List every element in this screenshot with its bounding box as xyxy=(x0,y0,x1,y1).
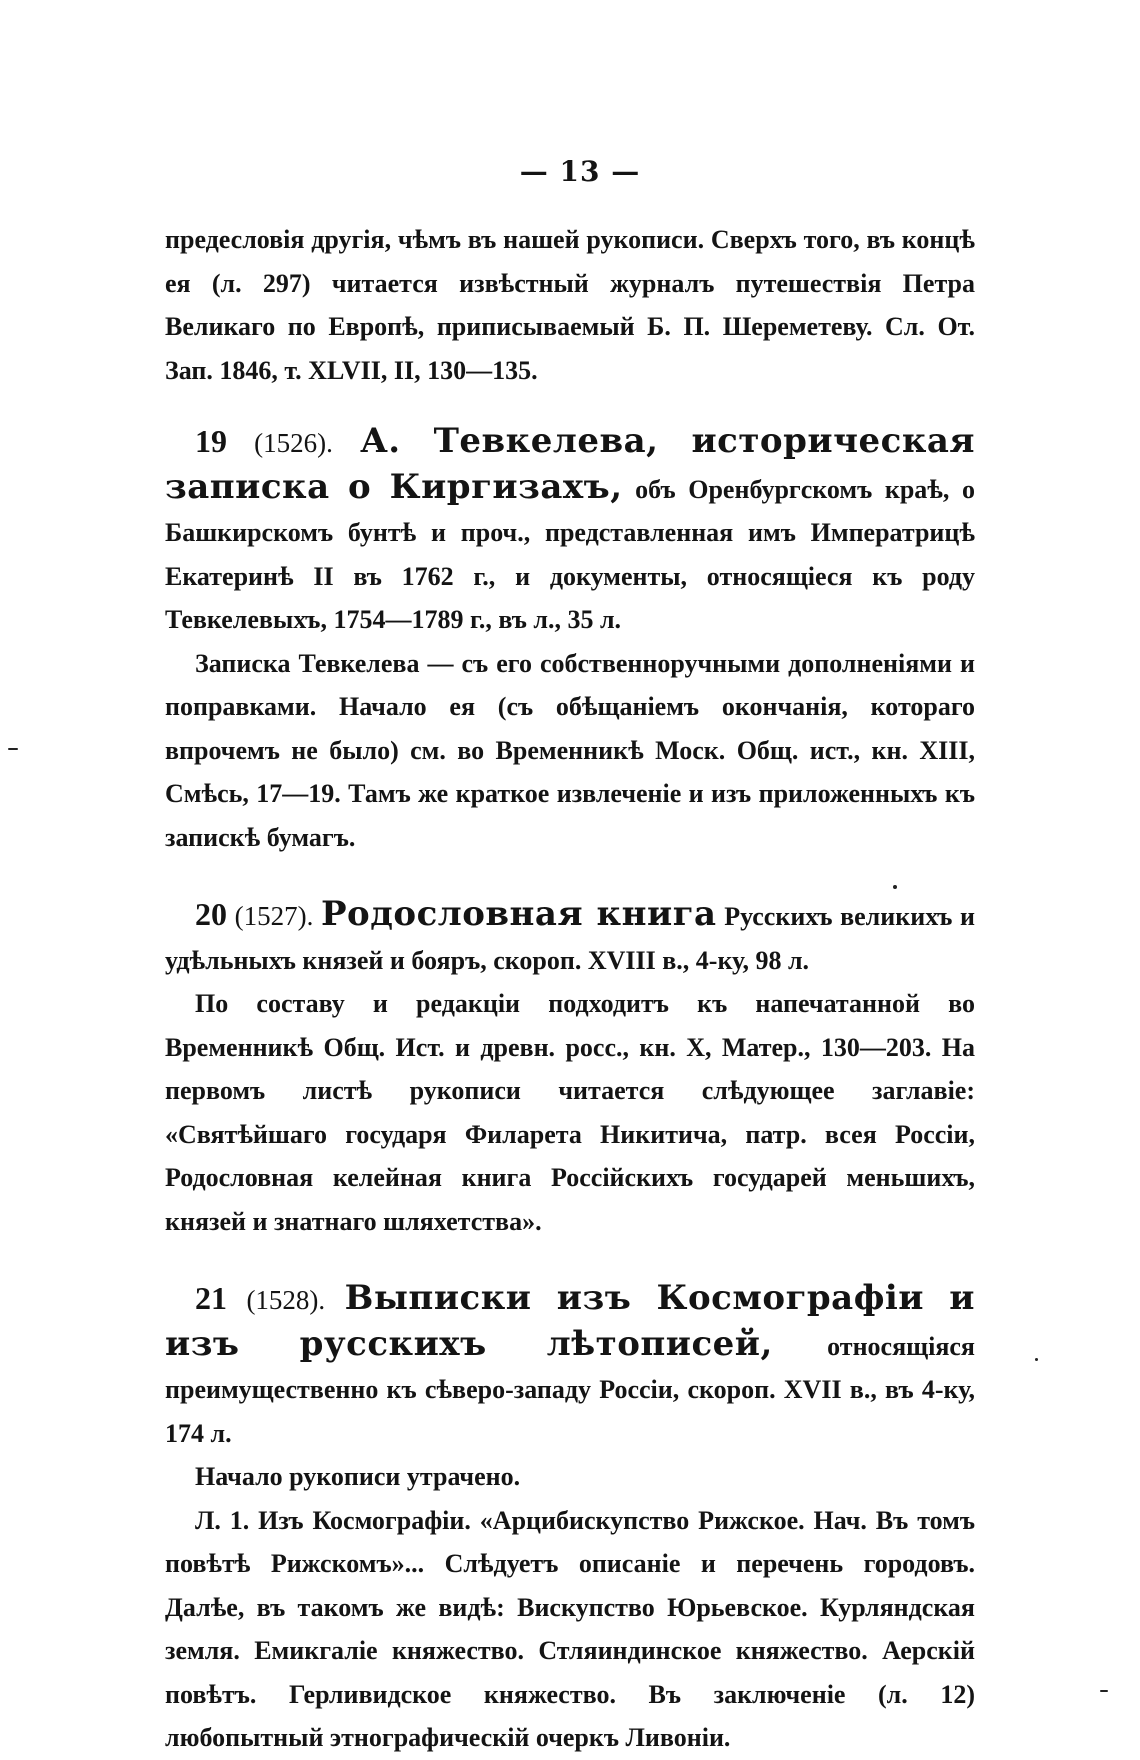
page-number: — 13 — xyxy=(519,155,641,188)
entry-description: объ Оренбургскомъ краѣ, о Башкирскомъ бунтѣ и проч., представленная имъ Императрицѣ Екатеринѣ II въ 1762 г., и документы, относящіеся къ роду Тевкелевыхъ, 1754—1789 г., въ л., 35 л. xyxy=(165,474,975,634)
document-page xyxy=(165,155,975,1760)
entry-heading xyxy=(165,420,975,642)
entry-code: (1528). xyxy=(246,1285,326,1315)
scan-speck xyxy=(1035,1358,1038,1361)
entry-note: По составу и редакціи подходитъ къ напечатанной во Временникѣ Общ. Ист. и древн. росс., кн. X, Матер., 130—203. На первомъ листѣ рукописи читается слѣдующее заглавіе: «Святѣйшаго государя Филарета Никитича, патр. всея Россіи, Родословная келейная книга Россійскихъ государей меньшихъ, князей и знатнаго шляхетства». xyxy=(165,989,975,1236)
entry-description: Русскихъ великихъ и удѣльныхъ князей и бояръ, скороп. XVIII в., 4-ку, 98 л. xyxy=(165,902,975,975)
entry-number: 20 xyxy=(195,896,227,932)
entry-heading xyxy=(165,893,975,982)
scan-speck xyxy=(8,748,18,750)
scan-speck xyxy=(1100,1690,1108,1692)
entry-title: Выписки изъ Космографіи и изъ русскихъ лѣтописей, xyxy=(165,1278,975,1364)
catalog-entry-19 xyxy=(165,420,975,859)
entry-heading xyxy=(165,1277,975,1455)
catalog-entry-20 xyxy=(165,893,975,1243)
scan-speck xyxy=(893,885,897,889)
entry-number: 19 xyxy=(195,423,227,459)
entry-description: относящіяся преимущественно къ сѣверо-западу Россіи, скороп. XVII в., въ 4-ку, 174 л. xyxy=(165,1331,976,1448)
entry-number: 21 xyxy=(195,1280,227,1316)
entry-title: Родословная книга xyxy=(320,894,717,934)
entry-note: Начало рукописи утрачено. xyxy=(195,1462,521,1491)
entry-code: (1526). xyxy=(254,428,333,458)
entry-note: Записка Тевкелева — съ его собственноручными дополненіями и поправками. Начало ея (съ обѣщаніемъ окончанія, котораго впрочемъ не было) см. во Временникѣ Моск. Общ. ист., кн. XIII, Смѣсь, 17—19. Тамъ же краткое извлеченіе и изъ приложенныхъ къ запискѣ бумагъ. xyxy=(165,648,975,852)
intro-paragraph: предесловія другія, чѣмъ въ нашей рукописи. Сверхъ того, въ концѣ ея (л. 297) читается извѣстный журналъ путешествія Петра Великаго по Европѣ, приписываемый Б. П. Шереметеву. Сл. От. Зап. 1846, т. XLVII, II, 130—135. xyxy=(165,225,975,385)
entry-code: (1527). xyxy=(234,901,314,931)
entry-note: Л. 1. Изъ Космографіи. «Арцибискупство Рижское. Нач. Въ томъ повѣтѣ Рижскомъ»... Слѣдуетъ описаніе и перечень городовъ. Далѣе, въ такомъ же видѣ: Вискупство Юрьевское. Курляндская земля. Емикгаліе княжество. Стляиндинское княжество. Аерскій повѣтъ. Герливидское княжество. Въ заключеніе (л. 12) любопытный этнографическій очеркъ Ливоніи. xyxy=(165,1505,975,1752)
catalog-entry-21 xyxy=(165,1277,975,1760)
entry-title: А. Тевкелева, историческая записка о Киргизахъ, xyxy=(165,421,976,507)
